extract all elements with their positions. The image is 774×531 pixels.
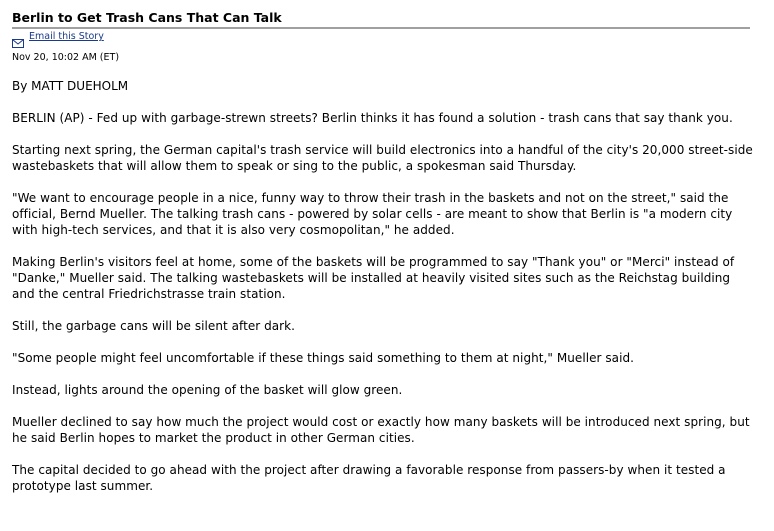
article-paragraph: Mueller declined to say how much the project would cost or exactly how many baskets will be introduced next spring, but he said Berlin hopes to market the product in other German cities. <box>12 415 750 445</box>
article-paragraph: BERLIN (AP) - Fed up with garbage-strewn streets? Berlin thinks it has found a solution - trash cans that say thank you. <box>12 111 733 125</box>
article-paragraph: The capital decided to go ahead with the project after drawing a favorable response from passers-by when it tested a prototype last summer. <box>12 463 726 493</box>
article-paragraph: Still, the garbage cans will be silent after dark. <box>12 319 296 333</box>
article-timestamp: Nov 20, 10:02 AM (ET) <box>12 52 120 63</box>
email-story-row <box>12 31 762 43</box>
article-paragraph: Making Berlin's visitors feel at home, some of the baskets will be programmed to say "Thank you" or "Merci" instead of "Danke," Mueller said. The talking wastebaskets will be installed at heavily visited sites such as the Reichstag building and the central Friedrichstrasse train station. <box>12 255 735 301</box>
article-paragraph: Starting next spring, the German capital's trash service will build electronics into a handful of the city's 20,000 street-side wastebaskets that will allow them to speak or sing to the public, a spokesman said Thursday. <box>12 143 753 173</box>
article-headline: Berlin to Get Trash Cans That Can Talk <box>12 10 282 25</box>
article-paragraph: "Some people might feel uncomfortable if these things said something to them at night," Mueller said. <box>12 351 634 365</box>
article-paragraph: Instead, lights around the opening of the basket will glow green. <box>12 383 403 397</box>
article-byline: By MATT DUEHOLM <box>12 79 129 93</box>
email-story-link[interactable]: Email this Story <box>29 31 104 42</box>
article <box>12 10 762 510</box>
article-paragraph: "We want to encourage people in a nice, funny way to throw their trash in the baskets and not on the street," said the official, Bernd Mueller. The talking trash cans - powered by solar cells - are meant to show that Berlin is "a modern city with high-tech services, and that it is also very cosmopolitan," he added. <box>12 191 733 237</box>
envelope-icon[interactable] <box>12 33 24 42</box>
headline-divider <box>12 27 750 29</box>
